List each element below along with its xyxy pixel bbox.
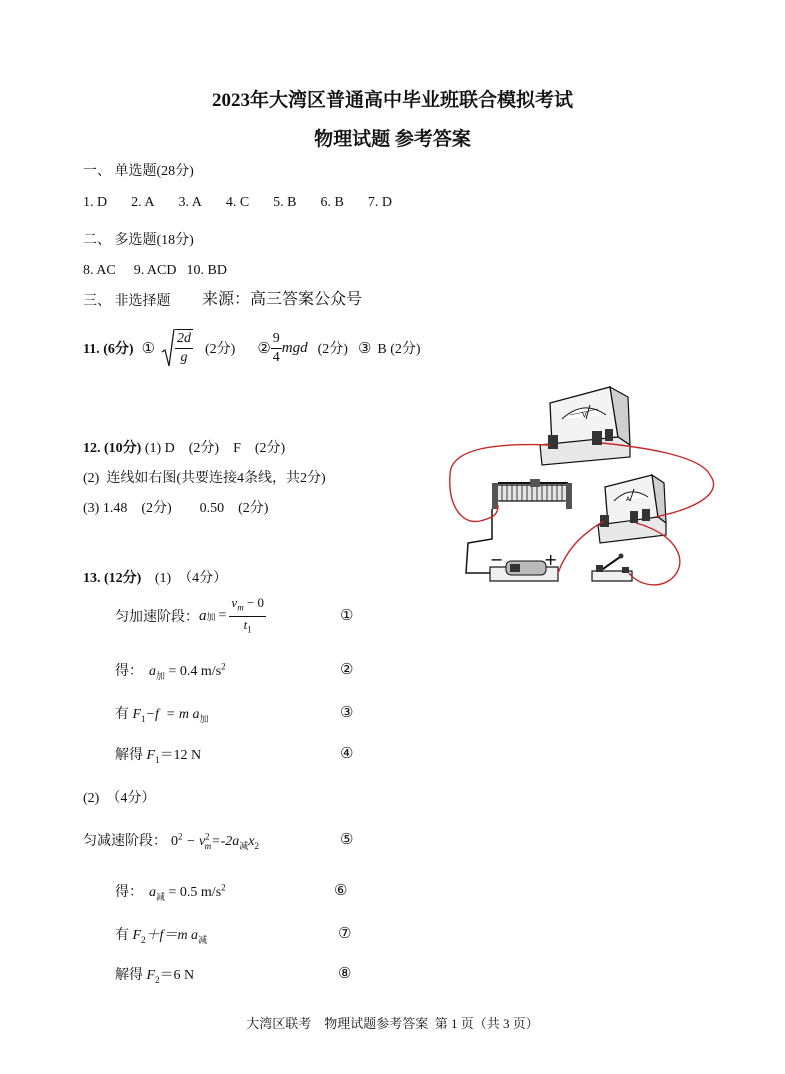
- page-title: 2023年大湾区普通高中毕业班联合模拟考试: [211, 90, 573, 111]
- subscript: 加: [199, 713, 209, 724]
- step-label: 解得: [115, 748, 147, 763]
- circle-3-marker: ③: [340, 705, 354, 721]
- fraction: [229, 595, 266, 637]
- expression: x: [248, 834, 255, 849]
- expression: =-2a: [211, 834, 240, 849]
- numerator-sub: m: [237, 602, 244, 613]
- voltmeter-label: V: [582, 411, 587, 419]
- section-single-choice: 一、 单选题(28分): [83, 164, 194, 179]
- q13-step-3: [115, 703, 208, 725]
- battery-negative-label: −: [490, 550, 504, 569]
- sqrt-denominator: g: [180, 350, 188, 365]
- q12-line-2: (2) 连线如右图(共要连接4条线，共2分): [83, 471, 326, 486]
- q12-part-1: (1) D (2分) F (2分): [144, 441, 286, 456]
- circle-5-marker: ⑤: [340, 832, 354, 848]
- subscript: 2: [141, 934, 146, 945]
- subscript: 加: [156, 670, 166, 681]
- q13-step-6: [115, 881, 226, 903]
- circle-7-marker: ⑦: [338, 926, 352, 942]
- answer-item: 1. D: [83, 195, 108, 210]
- sqrt-fraction: [175, 329, 193, 367]
- circle-3-marker: ③: [357, 340, 372, 357]
- q13-header: [83, 567, 227, 587]
- numerator-rest: − 0: [243, 594, 265, 610]
- circle-1-marker: ①: [340, 608, 354, 624]
- variable-f: F: [132, 707, 142, 722]
- step-label: 有: [115, 928, 133, 943]
- superscript: 2: [221, 661, 226, 672]
- battery-icon: [490, 550, 558, 581]
- multi-choice-answers: [83, 263, 251, 279]
- superscript: 2: [205, 831, 210, 842]
- q11-answer: [83, 328, 421, 368]
- answer-item: 5. B: [273, 195, 297, 210]
- answer-item: 7. D: [367, 195, 392, 210]
- page-subtitle: 物理试题 参考答案: [314, 129, 471, 150]
- circle-2-marker: ②: [340, 662, 354, 678]
- denominator-sub: 1: [247, 624, 252, 635]
- ammeter-label: A: [626, 496, 631, 503]
- subscript: 1: [155, 754, 160, 765]
- q12-line-1: [83, 437, 285, 457]
- page-footer: 大湾区联考 物理试题参考答案 第 1 页（共 3 页）: [246, 1016, 539, 1031]
- step-label: 匀加速阶段：: [115, 610, 199, 625]
- section-free-response: 三、 非选择题: [83, 294, 171, 309]
- q13-step-7: [115, 924, 207, 946]
- q13-step-8: [115, 964, 194, 985]
- subscript: 减: [198, 934, 208, 945]
- step-label: 得：: [115, 664, 143, 679]
- q12-label: 12. (10分): [83, 441, 142, 456]
- result: ＝6 N: [159, 968, 195, 983]
- q11-expression-2: mgd: [281, 339, 308, 356]
- step-label: 解得: [115, 968, 147, 983]
- q13-label: 13. (12分): [83, 571, 142, 586]
- answer-item: 10. BD: [186, 263, 227, 278]
- subscript: 加: [206, 611, 216, 622]
- result: ＝12 N: [159, 748, 202, 763]
- source-note: 来源：高三答案公众号: [202, 291, 363, 308]
- q11-score-2: (2分): [317, 342, 348, 357]
- variable-a: a: [149, 664, 156, 679]
- answer-item: 8. AC: [83, 263, 116, 278]
- section-multi-choice: 二、 多选题(18分): [83, 233, 194, 248]
- denominator-var: t: [243, 616, 248, 632]
- subscript: 减: [239, 840, 249, 851]
- variable-a: a: [199, 607, 207, 624]
- single-choice-answers: [83, 195, 416, 211]
- ammeter-icon: [598, 475, 666, 543]
- circle-2-marker: ②: [257, 340, 271, 357]
- subscript: 减: [156, 891, 166, 902]
- fraction-numerator: 9: [271, 330, 282, 349]
- step-label: 得：: [115, 885, 143, 900]
- fraction-9-4: [271, 330, 282, 367]
- variable-f: F: [146, 968, 156, 983]
- value: = 0.4 m/s: [165, 664, 222, 679]
- value: = 0.5 m/s: [165, 885, 222, 900]
- q12-line-3: (3) 1.48 (2分) 0.50 (2分): [83, 501, 269, 516]
- numerator-var: v: [231, 594, 238, 610]
- equation-rest: ＋f＝m a: [145, 928, 199, 943]
- answer-item: 9. ACD: [133, 263, 177, 278]
- expression: − v: [182, 834, 206, 849]
- superscript: 2: [221, 882, 226, 893]
- switch-icon: [592, 554, 632, 582]
- variable-a: a: [149, 885, 156, 900]
- subscript: 2: [155, 974, 160, 985]
- equation-rest: −f = m a: [145, 707, 200, 722]
- q13-step-2: [115, 660, 226, 682]
- answer-item: 3. A: [178, 195, 202, 210]
- fraction-denominator: 4: [272, 349, 280, 365]
- circle-4-marker: ④: [340, 746, 354, 762]
- answer-item: 2. A: [131, 195, 155, 210]
- circle-6-marker: ⑥: [334, 883, 348, 899]
- sqrt-icon: [161, 328, 175, 368]
- rheostat-icon: [492, 479, 572, 509]
- q11-score-1: (2分): [205, 342, 236, 357]
- subscript: 1: [141, 713, 146, 724]
- voltmeter-icon: [540, 387, 630, 465]
- circle-8-marker: ⑧: [338, 966, 352, 982]
- q13-part-1-label: (1) （4分）: [154, 571, 228, 586]
- step-label: 匀减速阶段：: [83, 834, 167, 849]
- sqrt-expression: [161, 328, 193, 368]
- subscript: 2: [254, 840, 260, 851]
- q13-step-5: [83, 830, 259, 852]
- answer-item: 4. C: [225, 195, 250, 210]
- superscript: 2: [178, 831, 183, 842]
- variable-f: F: [132, 928, 142, 943]
- answer-item: 6. B: [320, 195, 344, 210]
- q13-part-2-label: (2) （4分）: [83, 791, 156, 806]
- circle-1-marker: ①: [141, 340, 156, 357]
- q11-label: 11. (6分): [83, 342, 134, 357]
- subscript: m: [204, 840, 212, 851]
- expression: 0: [171, 834, 178, 849]
- variable-f: F: [146, 748, 156, 763]
- step-label: 有: [115, 707, 133, 722]
- battery-positive-label: +: [544, 550, 558, 569]
- q11-answer-3: B (2分): [377, 342, 421, 357]
- q13-step-4: [115, 744, 201, 765]
- circuit-diagram: [440, 385, 720, 590]
- q13-step-1: 匀加速阶段： a 加 = $\frac{v_m - 0}{t_1}$: [115, 596, 266, 636]
- sqrt-numerator: 2d: [175, 330, 193, 349]
